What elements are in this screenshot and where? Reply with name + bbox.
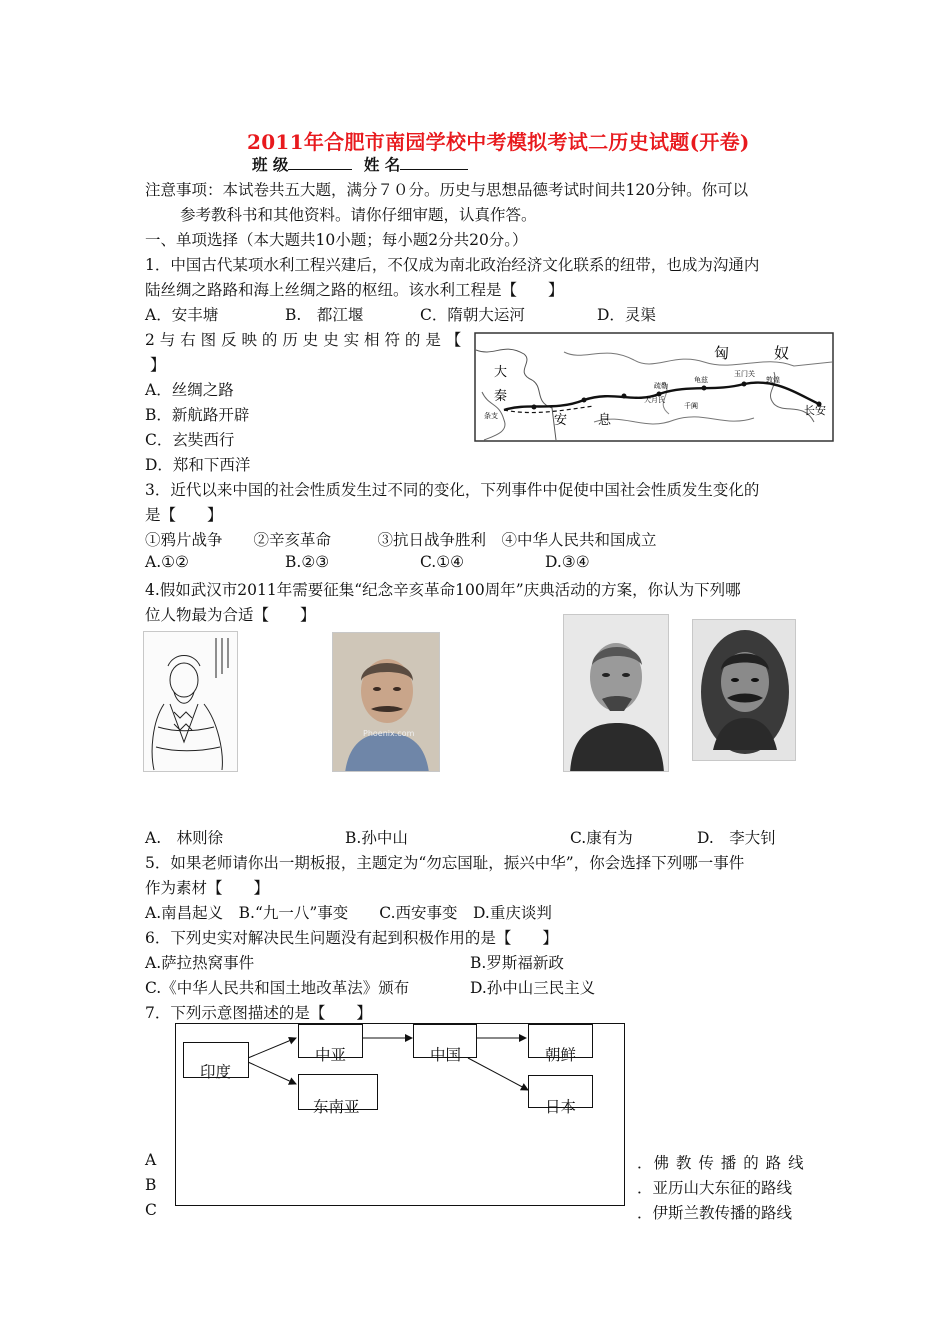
q6-option-b[interactable]: B.罗斯福新政 [470, 954, 564, 972]
q1-option-a[interactable]: A．安丰塘 [145, 306, 219, 324]
q3-option-a[interactable]: A.①② [145, 553, 189, 571]
q3-items: ①鸦片战争 ②辛亥革命 ③抗日战争胜利 ④中华人民共和国成立 [145, 531, 657, 549]
diagram-node-japan [528, 1075, 593, 1116]
map-label-qianqu: 千阗 [684, 402, 698, 410]
q2-option-d[interactable]: D．郑和下西洋 [145, 456, 251, 474]
map-label-xiongnu-2: 奴 [774, 344, 790, 362]
map-label-da: 大 [494, 365, 508, 380]
q2-option-b[interactable]: B．新航路开辟 [145, 406, 250, 424]
q3-stem-line-2: 是【 】 [145, 506, 223, 524]
map-label-dayuan: 大月氏 [644, 396, 665, 404]
q1-stem-line-1: 1．中国古代某项水利工程兴建后，不仅成为南北政治经济文化联系的纽带，也成为沟通内 [145, 256, 760, 274]
notice-line-1: 注意事项：本试卷共五大题，满分７０分。历史与思想品德考试时间共120分钟。你可以 [145, 181, 749, 199]
q5-options[interactable]: A.南昌起义 B.“九一八”事变 C.西安事变 D.重庆谈判 [145, 904, 552, 922]
map-label-qiuci: 龟兹 [694, 376, 708, 384]
q3-option-d[interactable]: D.③④ [545, 553, 590, 571]
page-title: 2011年合肥市南园学校中考模拟考试二历史试题(开卷) [247, 130, 750, 154]
q5-stem-line-1: 5．如果老师请你出一期板报，主题定为“勿忘国耻，振兴中华”，你会选择下列哪一事件 [145, 854, 745, 872]
diagram-node-china [413, 1024, 477, 1064]
q7-option-b-text[interactable]: ．亚历山大东征的路线 [637, 1179, 793, 1197]
name-label: 姓 名 [363, 155, 401, 174]
map-label-xi: 息 [598, 413, 612, 428]
node-se-asia-label: 东南亚 [313, 1098, 360, 1116]
q6-stem: 6．下列史实对解决民生问题没有起到积极作用的是【 】 [145, 929, 558, 947]
q2-option-c[interactable]: C．玄奘西行 [145, 431, 235, 449]
q1-option-d[interactable]: D．灵渠 [597, 306, 656, 324]
section-heading: 一、单项选择（本大题共10小题；每小题2分共20分。） [145, 231, 528, 249]
q7-option-a-text[interactable]: ．佛 教 传 播 的 路 线 [637, 1154, 805, 1172]
q7-option-b-letter[interactable]: B [145, 1176, 157, 1194]
q6-option-c[interactable]: C.《中华人民共和国土地改革法》颁布 [145, 979, 410, 997]
q4-stem-line-2: 位人物最为合适【 】 [145, 606, 316, 624]
notice-line-2: 参考教科书和其他资料。请你仔细审题，认真作答。 [180, 206, 537, 224]
diagram-node-korea [528, 1024, 593, 1064]
q4-option-a[interactable]: A. 林则徐 [145, 829, 224, 847]
q7-option-c-letter[interactable]: C [145, 1201, 157, 1219]
photo-watermark: Phoenix.com [363, 729, 415, 738]
q7-stem: 7．下列示意图描述的是【 】 [145, 1004, 372, 1022]
q7-option-a-letter[interactable]: A [145, 1151, 157, 1169]
q1-option-b[interactable]: B. 都江堰 [285, 306, 364, 324]
q2-stem-line-2: 】 [150, 356, 166, 374]
q4-option-d[interactable]: D. 李大钊 [697, 829, 776, 847]
map-label-tiaozhi: 条支 [484, 412, 498, 420]
q4-option-b[interactable]: B.孙中山 [345, 829, 408, 847]
map-label-shule: 疏勒 [654, 382, 668, 390]
diagram-node-se-asia [298, 1074, 378, 1116]
map-label-xiongnu-1: 匈 [714, 344, 730, 362]
map-label-changan: 长安 [804, 404, 826, 417]
node-central-asia-label: 中亚 [315, 1046, 347, 1064]
q1-stem-line-2: 陆丝绸之路路和海上丝绸之路的枢纽。该水利工程是【 】 [145, 281, 564, 299]
q3-option-b[interactable]: B.②③ [285, 553, 330, 571]
q2-option-a[interactable]: A．丝绸之路 [145, 381, 234, 399]
class-label: 班 级 [252, 155, 289, 174]
map-label-dunhuang: 敦煌 [766, 376, 780, 384]
q6-option-a[interactable]: A.萨拉热窝事件 [145, 954, 255, 972]
q7-option-c-text[interactable]: ．伊斯兰教传播的路线 [637, 1204, 793, 1222]
map-label-qin: 秦 [494, 389, 508, 404]
q3-stem-line-1: 3．近代以来中国的社会性质发生过不同的变化，下列事件中促使中国社会性质发生变化的 [145, 481, 760, 499]
diagram-node-central-asia [298, 1024, 363, 1064]
q6-option-d[interactable]: D.孙中山三民主义 [470, 979, 596, 997]
diagram-node-india [183, 1042, 249, 1081]
node-india-label: 印度 [200, 1063, 232, 1081]
q1-option-c[interactable]: C．隋朝大运河 [420, 306, 525, 324]
q2-stem-line-1: 2 与 右 图 反 映 的 历 史 史 实 相 符 的 是 【 [145, 331, 462, 349]
q4-stem-line-1: 4.假如武汉市2011年需要征集“纪念辛亥革命100周年”庆典活动的方案，你认为下列哪 [145, 581, 741, 599]
q4-option-c[interactable]: C.康有为 [570, 829, 633, 847]
q5-stem-line-2: 作为素材【 】 [145, 879, 270, 897]
node-japan-label: 日本 [545, 1098, 577, 1116]
map-label-an: 安 [554, 413, 568, 428]
node-korea-label: 朝鲜 [545, 1046, 577, 1064]
map-label-yumen: 玉门关 [734, 370, 755, 378]
node-china-label: 中国 [430, 1046, 462, 1064]
q3-option-c[interactable]: C.①④ [420, 553, 465, 571]
